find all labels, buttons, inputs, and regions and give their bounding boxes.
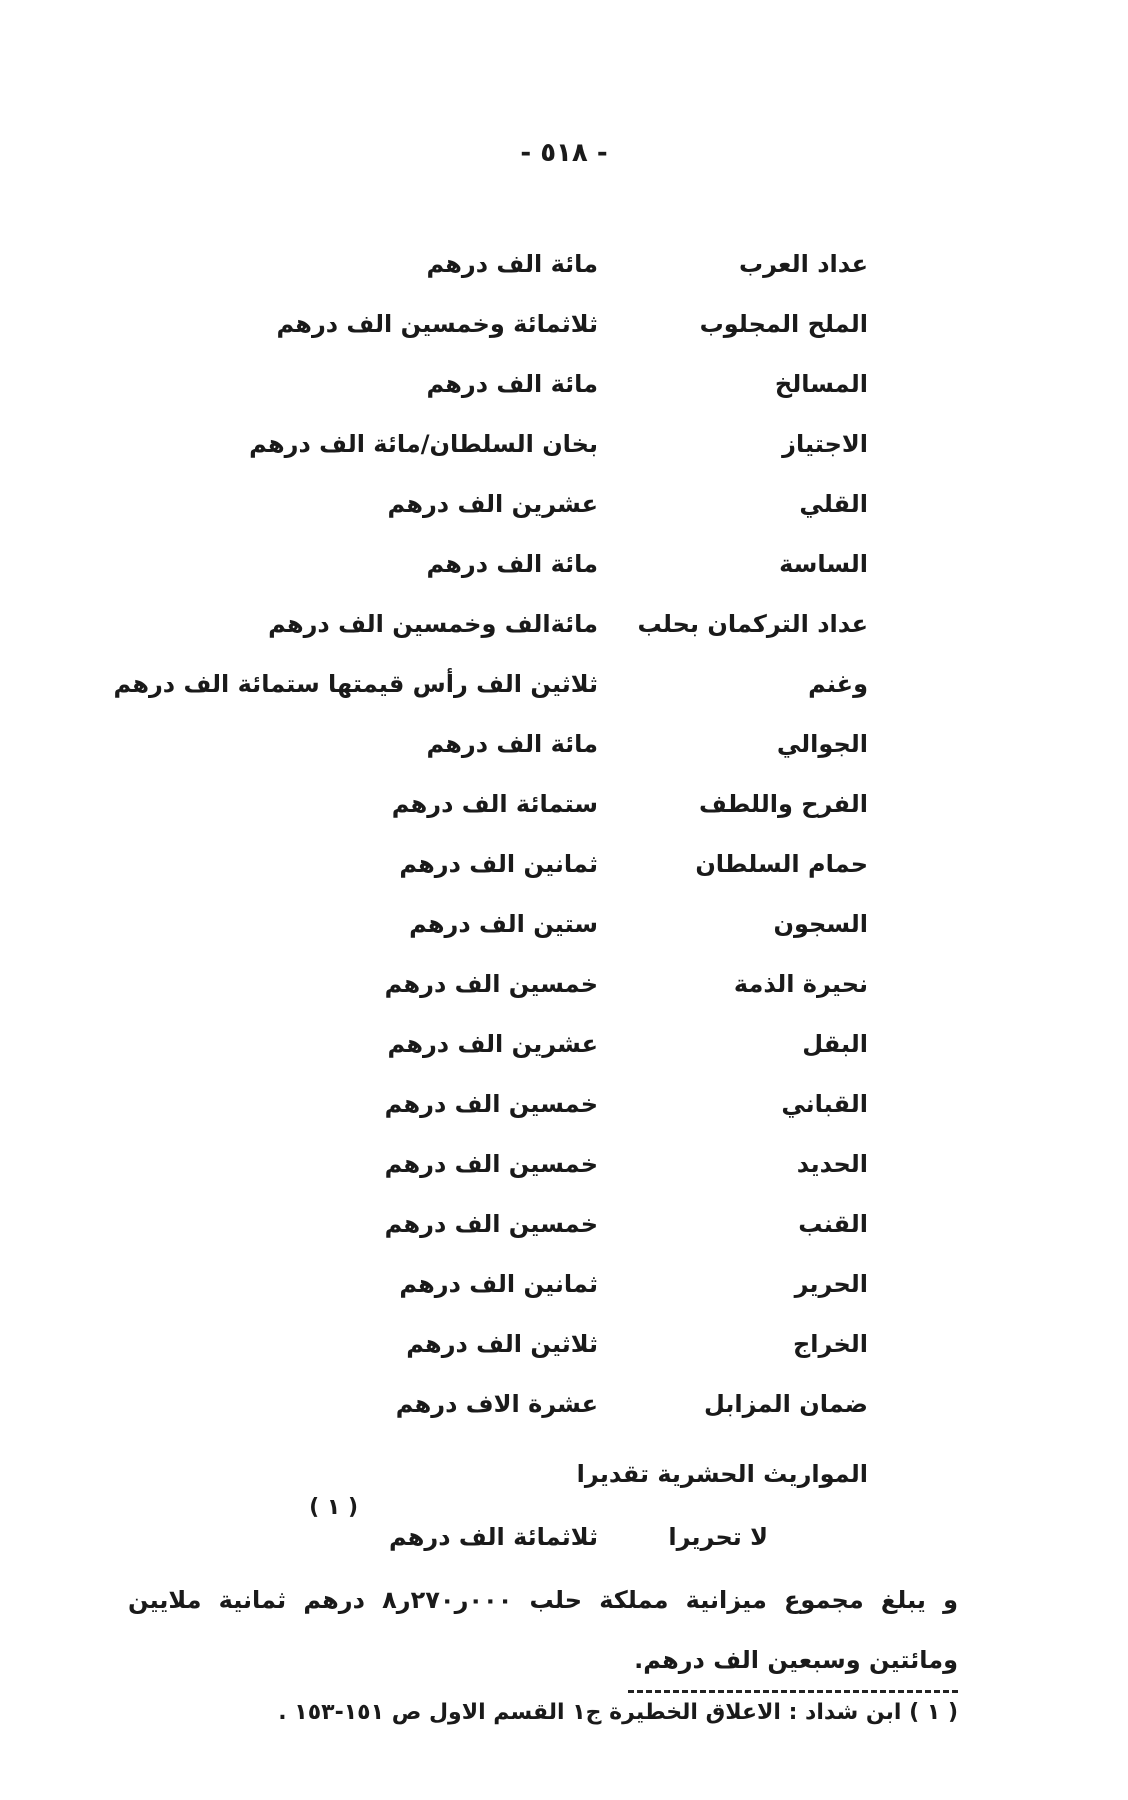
budget-item-name: البقل — [802, 1030, 868, 1058]
not-written-amount: ثلاثمائة الف درهم — [388, 1523, 598, 1551]
budget-item-amount: ثمانين الف درهم — [399, 1270, 598, 1298]
budget-row — [108, 720, 868, 780]
budget-row — [108, 840, 868, 900]
budget-item-amount: ثلاثين الف رأس قيمتها ستمائة الف درهم — [113, 670, 598, 698]
budget-item-name: نحيرة الذمة — [733, 970, 868, 998]
footnote: ( ١ ) ابن شداد : الاعلاق الخطيرة ج١ القسم الاول ص ١٥١-١٥٣ . — [278, 1700, 958, 1725]
budget-row — [108, 1080, 868, 1140]
budget-item-name: الجوالي — [776, 730, 868, 758]
footnote-divider — [628, 1690, 958, 1693]
budget-row — [108, 1140, 868, 1200]
budget-item-name: القباني — [781, 1090, 868, 1118]
budget-row — [108, 300, 868, 360]
budget-item-amount: ثلاثمائة وخمسين الف درهم — [276, 310, 598, 338]
footnote-marker: ( ١ ) — [309, 1495, 358, 1520]
budget-row — [108, 360, 868, 420]
budget-row — [108, 660, 868, 720]
budget-item-name: الحديد — [796, 1150, 868, 1178]
budget-row — [108, 960, 868, 1020]
budget-row — [108, 1200, 868, 1260]
not-written-line — [108, 1495, 868, 1575]
budget-item-name: السجون — [773, 910, 868, 938]
budget-item-name: ضمان المزابل — [703, 1390, 868, 1418]
budget-item-amount: ستين الف درهم — [409, 910, 598, 938]
budget-row — [108, 900, 868, 960]
budget-item-name: عداد التركمان بحلب — [637, 610, 868, 638]
budget-row — [108, 1260, 868, 1320]
budget-item-amount: خمسين الف درهم — [384, 1090, 598, 1118]
budget-item-name: الخراج — [793, 1330, 868, 1358]
budget-row — [108, 1320, 868, 1380]
budget-row — [108, 420, 868, 480]
budget-item-name: القنب — [798, 1210, 868, 1238]
budget-item-name: الملح المجلوب — [699, 310, 868, 338]
budget-item-name: حمام السلطان — [695, 850, 868, 878]
budget-item-name: الساسة — [779, 550, 868, 578]
estimate-line: المواريث الحشرية تقديرا — [576, 1460, 868, 1488]
total-paragraph: و يبلغ مجموع ميزانية مملكة حلب ٠٠٠ر٢٧٠ر٨ درهم ثمانية ملايين ومائتين وسبعين الف درهم. — [128, 1586, 959, 1674]
budget-row — [108, 780, 868, 840]
budget-item-amount: بخان السلطان/مائة الف درهم — [249, 430, 598, 458]
budget-item-amount: عشرة الاف درهم — [395, 1390, 598, 1418]
budget-row — [108, 1020, 868, 1080]
budget-item-name: وغنم — [808, 670, 868, 698]
budget-item-amount: ثلاثين الف درهم — [406, 1330, 598, 1358]
page-number: - ٥١٨ - — [520, 138, 608, 168]
budget-item-amount: عشرين الف درهم — [387, 490, 598, 518]
budget-item-amount: مائة الف درهم — [426, 730, 598, 758]
budget-item-amount: مائة الف درهم — [426, 250, 598, 278]
budget-item-name: عداد العرب — [739, 250, 868, 278]
budget-item-name: القلي — [799, 490, 868, 518]
budget-row — [108, 600, 868, 660]
budget-item-name: الفرح واللطف — [698, 790, 868, 818]
budget-item-amount: خمسين الف درهم — [384, 970, 598, 998]
budget-item-name: المسالخ — [774, 370, 868, 398]
budget-item-amount: مائة الف درهم — [426, 550, 598, 578]
budget-row — [108, 480, 868, 540]
budget-row — [108, 1380, 868, 1440]
budget-item-amount: ستمائة الف درهم — [391, 790, 598, 818]
budget-row — [108, 240, 868, 300]
budget-item-name: الاجتياز — [782, 430, 868, 458]
not-written-label: لا تحريرا — [668, 1523, 768, 1551]
budget-item-amount: خمسين الف درهم — [384, 1210, 598, 1238]
budget-item-amount: مائةالف وخمسين الف درهم — [268, 610, 598, 638]
budget-item-amount: ثمانين الف درهم — [399, 850, 598, 878]
budget-table — [108, 240, 868, 1440]
budget-item-amount: عشرين الف درهم — [387, 1030, 598, 1058]
budget-row — [108, 540, 868, 600]
budget-item-name: الحرير — [794, 1270, 868, 1298]
budget-item-amount: خمسين الف درهم — [384, 1150, 598, 1178]
budget-item-amount: مائة الف درهم — [426, 370, 598, 398]
